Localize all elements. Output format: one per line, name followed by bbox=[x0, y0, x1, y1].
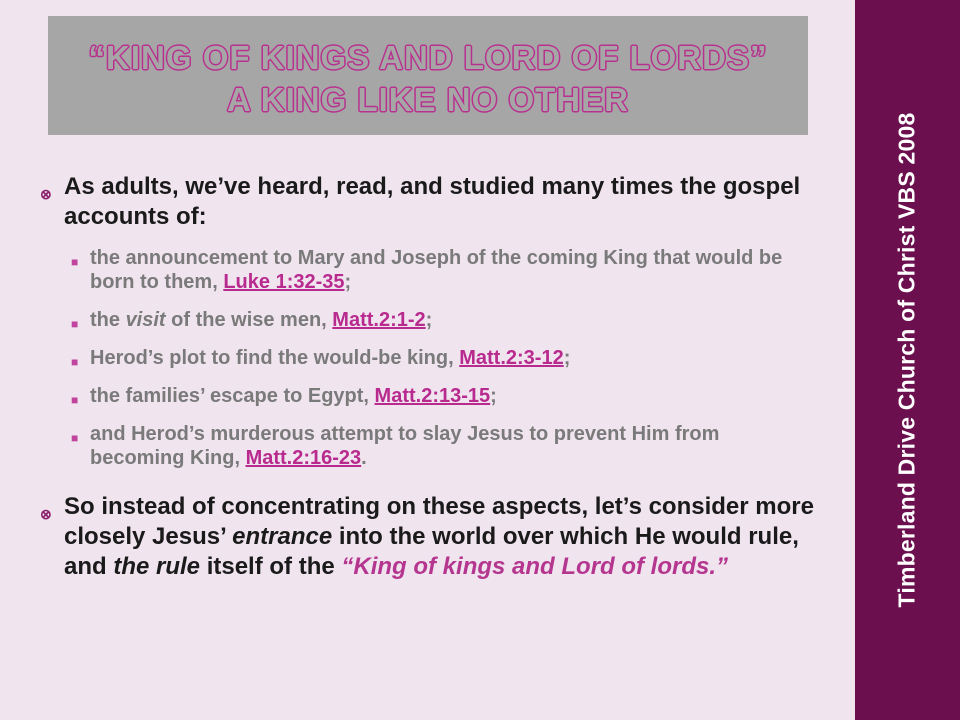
bullet-text: So instead of concentrating on these aspects, let’s consider more closely Jesus’ bbox=[64, 493, 814, 550]
bullet-item bbox=[40, 172, 815, 232]
square-bullet-icon: ■ bbox=[71, 317, 79, 331]
sub-bullet-punct: ; bbox=[490, 385, 497, 407]
sub-bullet-text: and Herod’s murderous attempt to slay Jesus to prevent Him from becoming King, bbox=[90, 423, 720, 469]
sub-bullet-item bbox=[40, 308, 815, 332]
highlighted-quote: “King of kings and Lord of lords.” bbox=[341, 553, 729, 580]
square-bullet-icon: ■ bbox=[71, 255, 79, 269]
sub-bullet-punct: ; bbox=[425, 309, 433, 331]
sub-bullet-text: the announcement to Mary and Joseph of the coming King that would be born to them, bbox=[90, 247, 783, 293]
circled-cross-icon: ⊗ bbox=[40, 186, 52, 202]
emphasis-text: the rule bbox=[113, 553, 201, 580]
square-bullet-icon: ■ bbox=[71, 393, 79, 407]
sidebar-caption: Timberland Drive Church of Christ VBS 2008 bbox=[893, 112, 920, 608]
scripture-link[interactable]: Matt.2:13-15 bbox=[374, 385, 491, 407]
emphasis-text: entrance bbox=[232, 523, 333, 550]
sub-bullet-text: Herod’s plot to find the would-be king, bbox=[90, 347, 460, 369]
title-banner bbox=[48, 16, 808, 135]
sub-bullet-item bbox=[40, 384, 815, 408]
emphasis-text: visit bbox=[125, 309, 166, 331]
bullet-text: As adults, we’ve heard, read, and studied many times the gospel accounts of: bbox=[64, 173, 801, 230]
sub-bullet-item bbox=[40, 246, 815, 294]
scripture-link[interactable]: Matt.2:3-12 bbox=[459, 347, 564, 369]
sub-bullet-punct: ; bbox=[344, 271, 352, 293]
scripture-link[interactable]: Luke 1:32-35 bbox=[223, 271, 345, 293]
sub-bullet-item bbox=[40, 422, 815, 470]
scripture-link[interactable]: Matt.2:16-23 bbox=[245, 447, 362, 469]
sub-bullet-punct: . bbox=[361, 447, 367, 469]
sub-bullet-text: of the wise men, bbox=[165, 309, 333, 331]
slide-title: “KING OF KINGS AND LORD OF LORDS” bbox=[88, 39, 768, 76]
sub-bullet-punct: ; bbox=[563, 347, 571, 369]
sub-bullet-text: the bbox=[90, 309, 126, 331]
scripture-link[interactable]: Matt.2:1-2 bbox=[332, 309, 426, 331]
bullet-text: into the world over which He would rule, and bbox=[64, 523, 799, 580]
square-bullet-icon: ■ bbox=[71, 355, 79, 369]
sub-bullet-text: the families’ escape to Egypt, bbox=[90, 385, 375, 407]
circled-cross-icon: ⊗ bbox=[40, 506, 52, 522]
bullet-text: itself of the bbox=[200, 553, 342, 580]
slide-body bbox=[40, 172, 815, 582]
square-bullet-icon: ■ bbox=[71, 431, 79, 445]
slide-subtitle: A KING LIKE NO OTHER bbox=[227, 81, 629, 118]
bullet-item bbox=[40, 492, 815, 582]
sub-bullet-item bbox=[40, 346, 815, 370]
